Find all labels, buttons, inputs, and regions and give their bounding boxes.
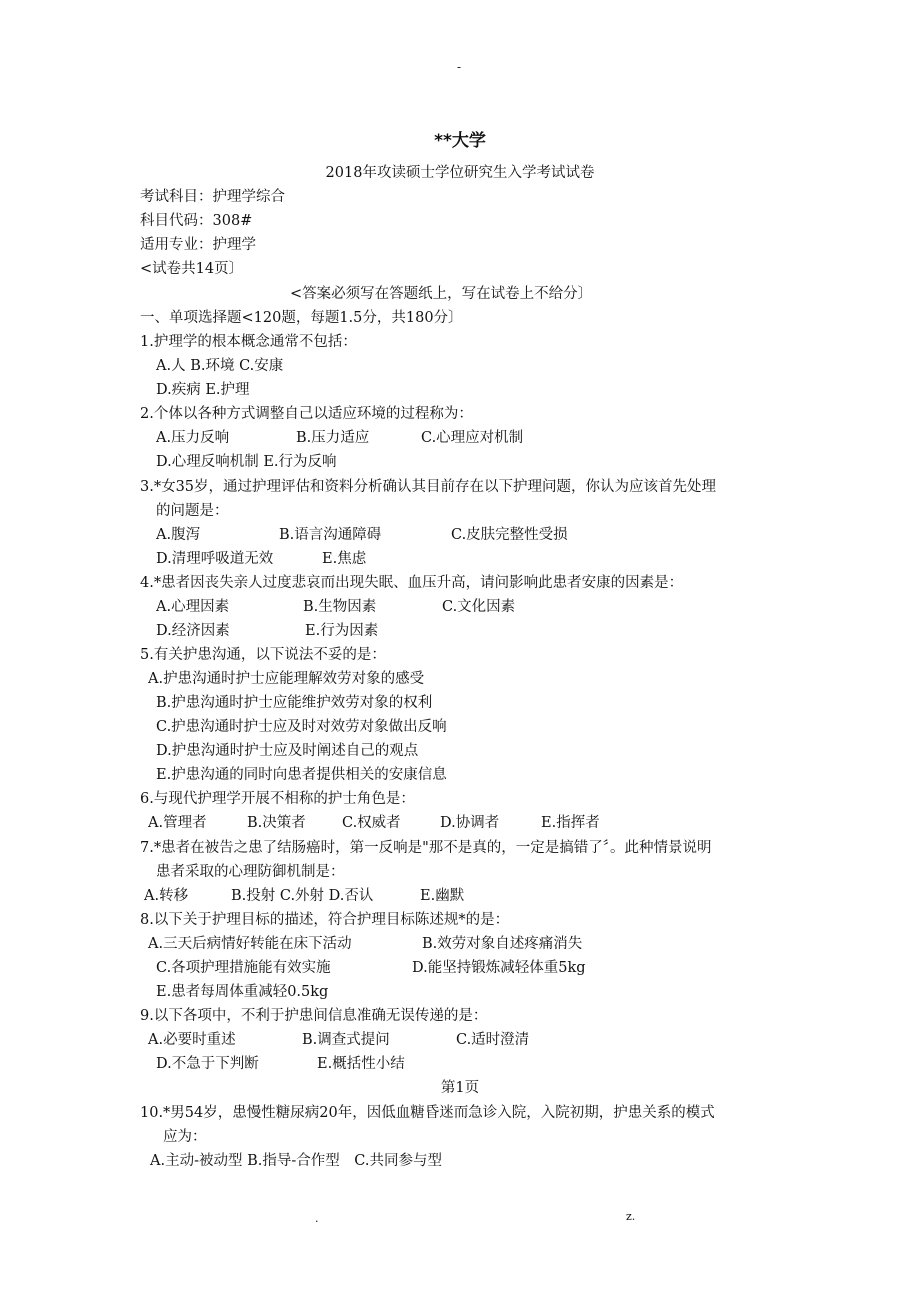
question-7-stem-line2: 患者采取的心理防御机制是： <box>156 864 345 880</box>
question-10-options-line1: A.主动-被动型 B.指导-合作型 C.共同参与型 <box>150 1153 442 1169</box>
exam-subtitle: 2018年攻读硕士学位研究生入学考试试卷 <box>325 165 595 181</box>
question-10-stem-line2: 应为： <box>163 1129 207 1145</box>
header-mark: - <box>457 60 462 74</box>
question-6-option-b: B.决策者 <box>247 815 306 831</box>
question-5-option-e: E.护患沟通的同时向患者提供相关的安康信息 <box>156 767 447 783</box>
question-8-option-c: C.各项护理措施能有效实施 <box>156 960 331 976</box>
question-8-option-e: E.患者每周体重减轻0.5kg <box>156 984 329 1000</box>
question-9-option-a: A.必要时重述 <box>148 1032 236 1048</box>
question-2-options-line2: D.心理反响机制 E.行为反响 <box>156 454 337 470</box>
question-3-stem-line1: 3.*女35岁，通过护理评估和资料分析确认其目前存在以下护理问题，你认为应该首先处理 <box>140 479 717 495</box>
exam-notice: <答案必须写在答题纸上，写在试卷上不给分〕 <box>290 286 593 302</box>
question-6-option-c: C.权威者 <box>342 815 401 831</box>
question-2-option-b: B.压力适应 <box>296 430 370 446</box>
question-4-option-a: A.心理因素 <box>156 599 230 615</box>
question-6-option-a: A.管理者 <box>148 815 207 831</box>
question-4-option-d: D.经济因素 <box>156 623 230 639</box>
question-3-stem-line2: 的问题是： <box>156 503 229 519</box>
question-3-option-d: D.清理呼吸道无效 <box>156 551 274 567</box>
exam-major: 适用专业：护理学 <box>140 237 256 253</box>
question-4-option-c: C.文化因素 <box>442 599 516 615</box>
question-1-options-line1: A.人 B.环境 C.安康 <box>156 358 284 374</box>
exam-subject: 考试科目：护理学综合 <box>140 189 285 205</box>
question-5-option-b: B.护患沟通时护士应能维护效劳对象的权利 <box>156 695 433 711</box>
question-9-option-d: D.不急于下判断 <box>156 1056 259 1072</box>
question-6-option-d: D.协调者 <box>440 815 500 831</box>
question-2-stem: 2.个体以各种方式调整自己以适应环境的过程称为： <box>140 406 473 422</box>
question-5-option-a: A.护患沟通时护士应能理解效劳对象的感受 <box>148 671 425 687</box>
question-9-option-c: C.适时澄清 <box>456 1032 530 1048</box>
question-2-option-c: C.心理应对机制 <box>421 430 524 446</box>
page-title: **大学 <box>434 131 486 151</box>
question-9-stem: 9.以下各项中，不利于护患间信息准确无误传递的是： <box>140 1008 488 1024</box>
question-7-option-a: A.转移 <box>144 888 189 904</box>
question-5-stem: 5.有关护患沟通，以下说法不妥的是： <box>140 647 386 663</box>
footer-left-mark: . <box>315 1212 319 1225</box>
exam-pages: <试卷共14页〕 <box>140 261 244 277</box>
question-4-stem: 4.*患者因丧失亲人过度悲哀而出现失眠、血压升高，请问影响此患者安康的因素是： <box>140 575 684 591</box>
question-1-options-line2: D.疾病 E.护理 <box>156 382 250 398</box>
question-9-option-b: B.调查式提问 <box>302 1032 390 1048</box>
question-1-stem: 1.护理学的根本概念通常不包括： <box>140 334 357 350</box>
question-3-option-e: E.焦虑 <box>322 551 367 567</box>
question-9-option-e: E.概括性小结 <box>317 1056 405 1072</box>
section-heading: 一、单项选择题<120题，每题1.5分，共180分〕 <box>140 310 463 326</box>
question-6-option-e: E.指挥者 <box>541 815 600 831</box>
question-8-option-a: A.三天后病情好转能在床下活动 <box>148 936 352 952</box>
question-5-option-d: D.护患沟通时护士应及时阐述自己的观点 <box>156 743 419 759</box>
exam-code: 科目代码：308# <box>140 213 253 229</box>
question-4-option-b: B.生物因素 <box>303 599 377 615</box>
question-7-options-bcd: B.投射 C.外射 D.否认 <box>231 888 374 904</box>
question-7-option-e: E.幽默 <box>420 888 465 904</box>
question-4-option-e: E.行为因素 <box>305 623 379 639</box>
question-3-option-a: A.腹泻 <box>156 527 201 543</box>
question-3-option-c: C.皮肤完整性受损 <box>451 527 568 543</box>
question-2-option-a: A.压力反响 <box>156 430 230 446</box>
question-7-stem-line1: 7.*患者在被告之患了结肠癌时，第一反响是"那不是真的，一定是搞错了〞。此种情景说明 <box>140 840 712 856</box>
footer-right-mark: z. <box>626 1210 636 1223</box>
question-3-option-b: B.语言沟通障碍 <box>279 527 382 543</box>
question-6-stem: 6.与现代护理学开展不相称的护士角色是： <box>140 791 415 807</box>
question-8-stem: 8.以下关于护理目标的描述，符合护理目标陈述规*的是： <box>140 912 510 928</box>
question-8-option-d: D.能坚持锻炼减轻体重5kg <box>412 960 586 976</box>
question-8-option-b: B.效劳对象自述疼痛消失 <box>422 936 583 952</box>
question-5-option-c: C.护患沟通时护士应及时对效劳对象做出反响 <box>156 719 447 735</box>
question-10-stem-line1: 10.*男54岁，患慢性糖尿病20年，因低血糖昏迷而急诊入院，入院初期，护患关系的模式 <box>140 1105 715 1121</box>
page-number: 第1页 <box>440 1080 480 1096</box>
